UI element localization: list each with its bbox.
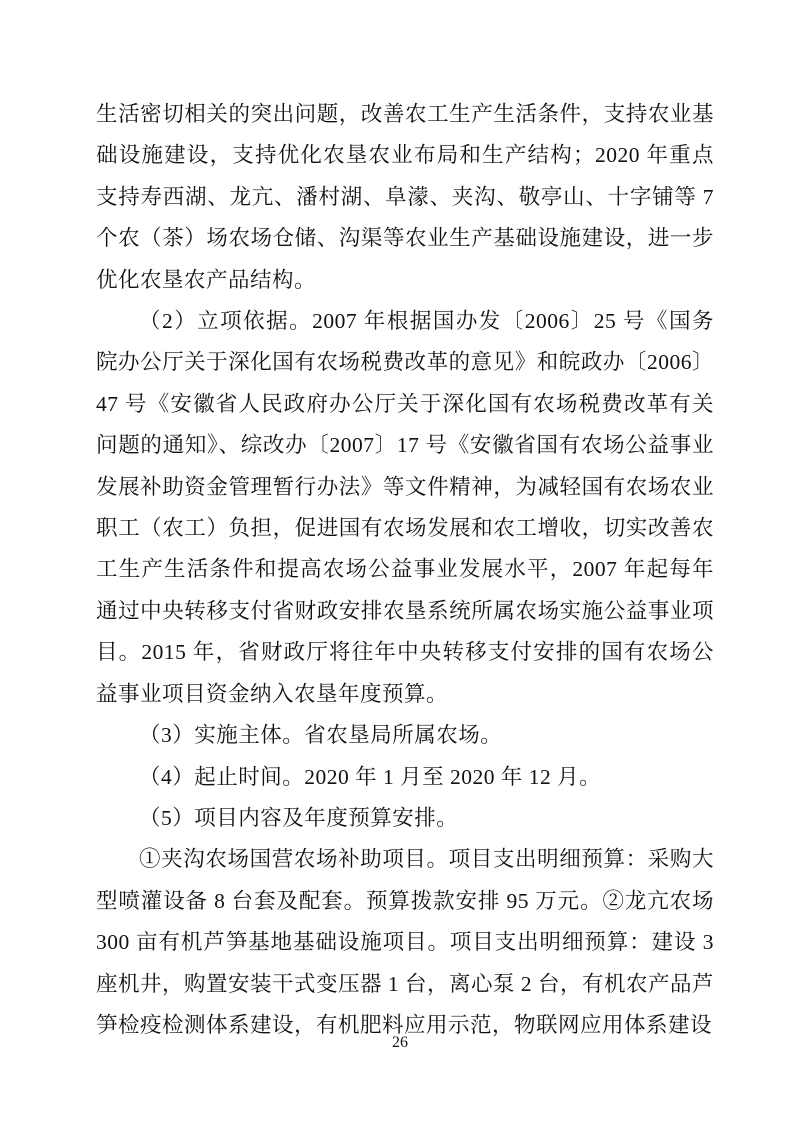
paragraph-item-4-timeframe: （4）起止时间。2020 年 1 月至 2020 年 12 月。 bbox=[139, 764, 602, 789]
paragraph-project-details: ①夹沟农场国营农场补助项目。项目支出明细预算：采购大型喷灌设备 8 台套及配套。预算拨款安排 95 万元。②龙亢农场 300 亩有机芦笋基地基础设施项目。项目支出明细预算：建设 3 座机井，购置安装干式变压器 1 台，离心泵 2 台，有机农产品芦笋检疫检测体系建设，有机肥料应用示范，物联网应用体系建设 bbox=[96, 847, 715, 1037]
page-body-text bbox=[96, 94, 714, 1046]
page-number: 26 bbox=[392, 1034, 408, 1051]
paragraph-continuation: 生活密切相关的突出问题，改善农工生产生活条件，支持农业基础设施建设，支持优化农垦农业布局和生产结构；2020 年重点支持寿西湖、龙亢、潘村湖、阜濛、夹沟、敬亭山、十字铺等 7 个农（茶）场农场仓储、沟渠等农业生产基础设施建设，进一步优化农垦农产品结构。 bbox=[96, 102, 714, 292]
paragraph-item-3-implementer: （3）实施主体。省农垦局所属农场。 bbox=[139, 723, 503, 748]
paragraph-item-2-basis: （2）立项依据。2007 年根据国办发〔2006〕25 号《国务院办公厅关于深化国有农场税费改革的意见》和皖政办〔2006〕47 号《安徽省人民政府办公厅关于深化国有农场税费改革有关问题的通知》、综改办〔2007〕17 号《安徽省国有农场公益事业发展补助资金管理暂行办法》等文件精神，为减轻国有农场农业职工（农工）负担，促进国有农场发展和农工增收，切实改善农工生产生活条件和提高农场公益事业发展水平，2007 年起每年通过中央转移支付省财政安排农垦系统所属农场实施公益事业项目。2015 年，省财政厅将往年中央转移支付安排的国有农场公益事业项目资金纳入农垦年度预算。 bbox=[96, 309, 714, 706]
paragraph-item-5-content: （5）项目内容及年度预算安排。 bbox=[139, 805, 459, 830]
